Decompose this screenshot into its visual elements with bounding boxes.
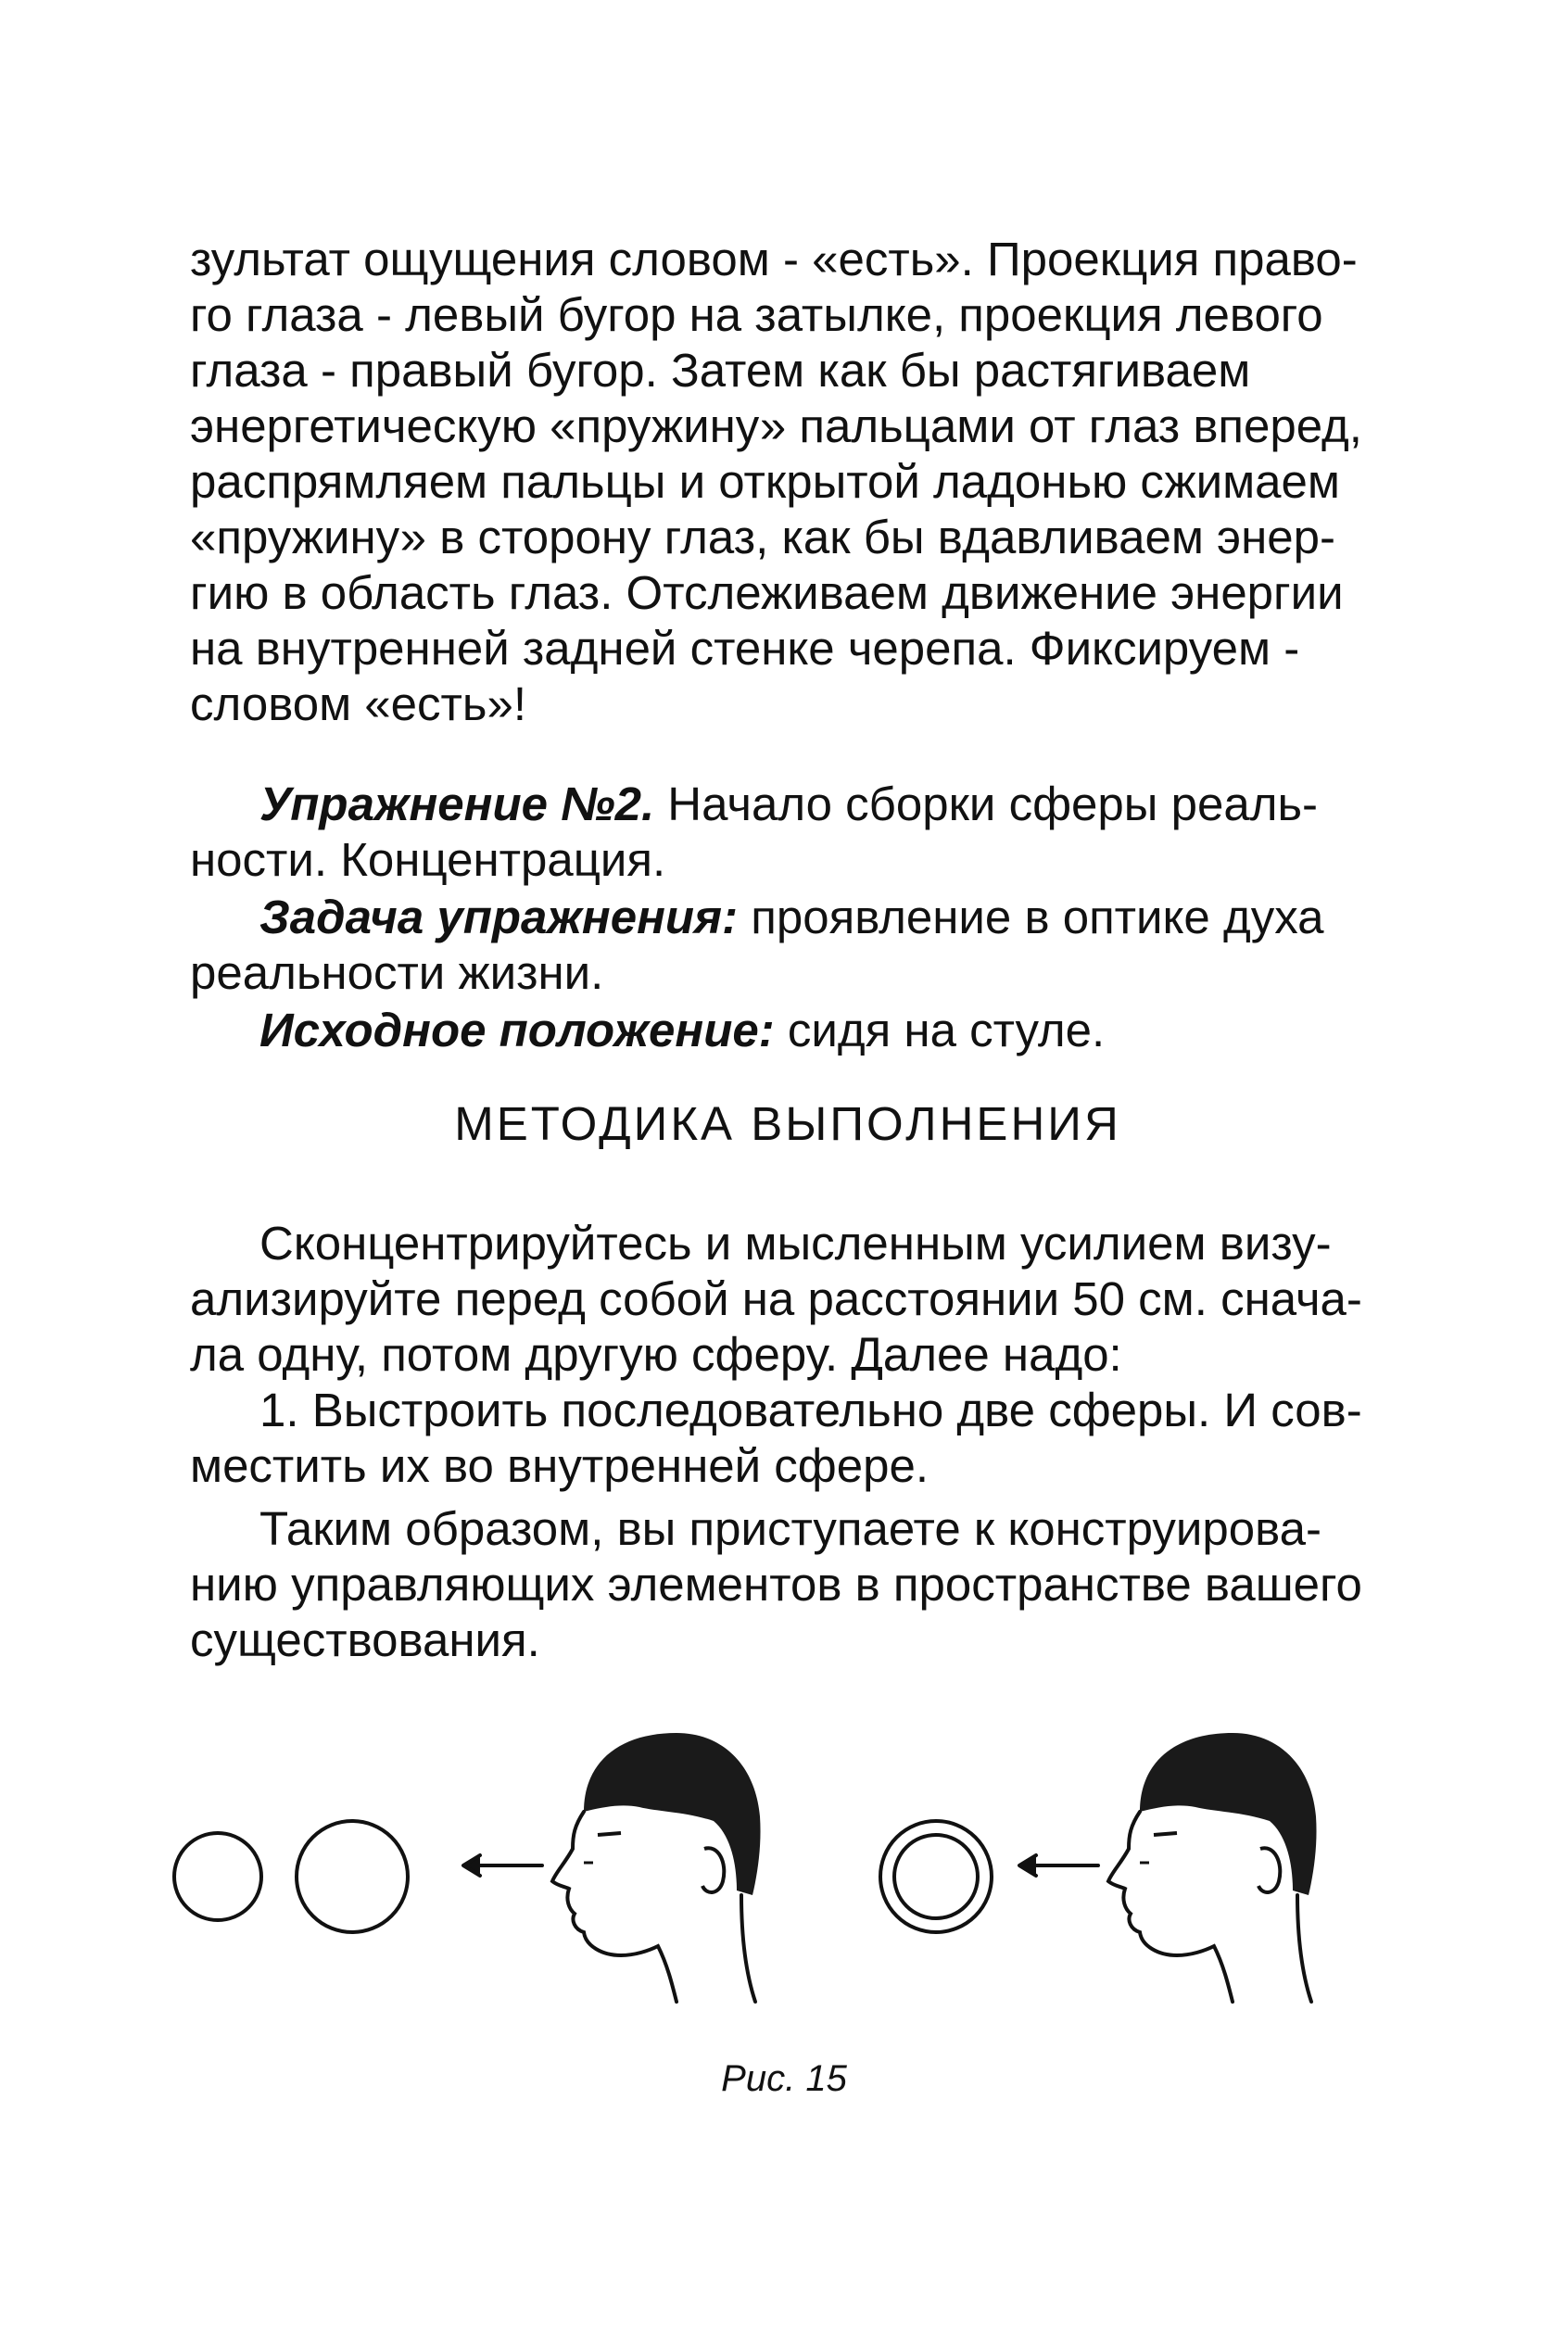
text-line: нию управляющих элементов в пространстве вашего [190, 1558, 1362, 1611]
text-line: местить их во внутренней сфере. [190, 1439, 929, 1492]
position-line [190, 1003, 1385, 1058]
text-line: распрямляем пальцы и открытой ладонью сжимаем [190, 455, 1340, 508]
text-line: словом «есть»! [190, 677, 527, 730]
figure-svg [167, 1724, 1409, 2039]
text-line: существования. [190, 1613, 540, 1666]
text-line: зультат ощущения словом - «есть». Проекция право- [190, 233, 1358, 285]
task-label: Задача упражнения: [259, 891, 739, 943]
head-profile [552, 1733, 761, 2002]
text-line: глаза - правый бугор. Затем как бы растягиваем [190, 344, 1251, 397]
small-sphere [174, 1833, 261, 1920]
figure-caption: Рис. 15 [721, 2058, 847, 2099]
gaze-arrow-head [1019, 1855, 1036, 1876]
inner-sphere [894, 1835, 978, 1918]
exercise-text: Начало сборки сферы реаль- [654, 778, 1319, 830]
task-line [190, 890, 1385, 945]
task-text: проявление в оптике духа [738, 891, 1324, 943]
text-line: гию в область глаз. Отслеживаем движение энергии [190, 566, 1344, 619]
position-label: Исходное положение: [259, 1004, 775, 1056]
position-text: сидя на стуле. [774, 1004, 1106, 1056]
large-sphere [297, 1821, 408, 1932]
text-line: ла одну, потом другую сферу. Далее надо: [190, 1328, 1122, 1381]
method-paragraph [190, 1216, 1385, 1668]
text-line: Таким образом, вы приступаете к конструирова- [259, 1502, 1321, 1555]
section-heading: МЕТОДИКА ВЫПОЛНЕНИЯ [454, 1097, 1121, 1150]
exercise-line [190, 777, 1385, 832]
outer-sphere [880, 1821, 992, 1932]
exercise-label: Упражнение №2. [259, 778, 655, 830]
text-line: «пружину» в сторону глаз, как бы вдавливаем энер- [190, 511, 1335, 563]
text-line: на внутренней задней стенке черепа. Фиксируем - [190, 622, 1300, 675]
step-1: 1. Выстроить последовательно две сферы. И сов- [259, 1384, 1362, 1436]
intro-paragraph [190, 232, 1385, 732]
exercise-line-2: ности. Концентрация. [190, 833, 666, 886]
figure-15-illustration [167, 1724, 1409, 2039]
text-line: энергетическую «пружину» пальцами от глаз вперед, [190, 399, 1362, 452]
head-profile [1108, 1733, 1317, 2002]
text-line: ализируйте перед собой на расстоянии 50 см. снача- [190, 1272, 1362, 1325]
text-line: го глаза - левый бугор на затылке, проекция левого [190, 288, 1323, 341]
exercise-block [190, 777, 1385, 1058]
task-line-2: реальности жизни. [190, 946, 604, 999]
gaze-arrow-head [463, 1855, 480, 1876]
text-line: Сконцентрируйтесь и мысленным усилием визу- [259, 1217, 1332, 1270]
